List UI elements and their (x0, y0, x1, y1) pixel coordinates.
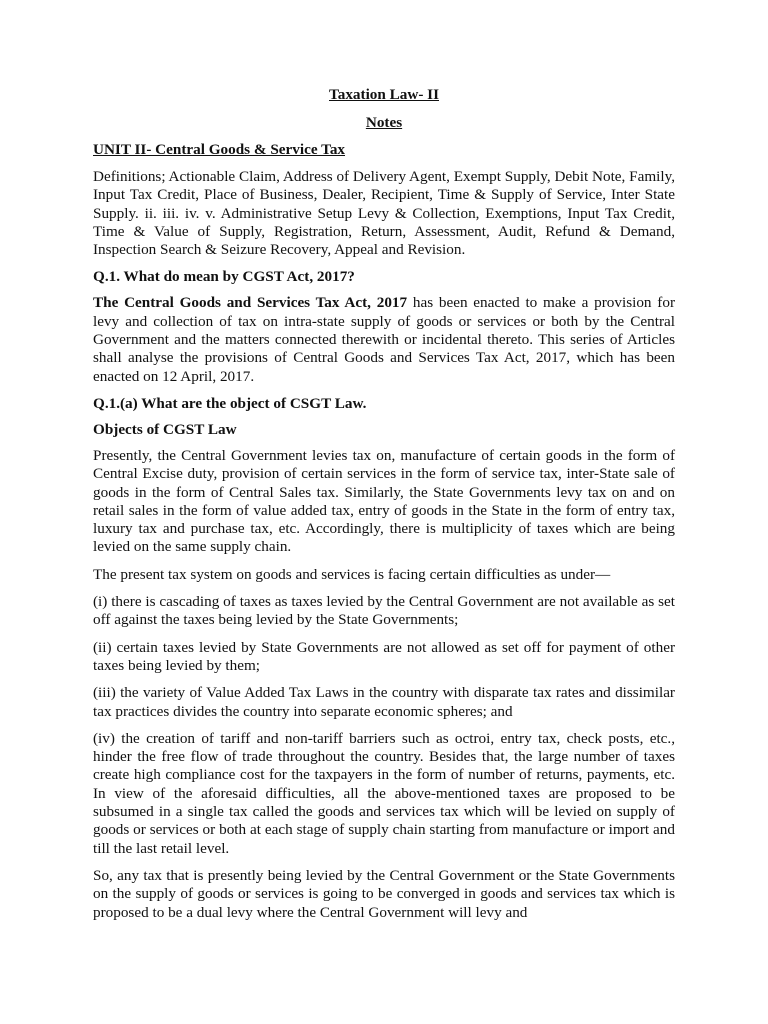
question-1a-heading: Q.1.(a) What are the object of CSGT Law. (93, 394, 367, 412)
paragraph-present-taxes: Presently, the Central Government levies tax on, manufacture of certain goods in the form of Central Excise duty, provision of certain services in the form of service tax, inter-State sale of goods in the form of Central Sales tax. Similarly, the State Governments levy tax on and on retail sales in the form of value added tax, entry of goods in the State in the form of entry tax, luxury tax and purchase tax, etc. Accordingly, there is multiplicity of taxes which are being levied on the same supply chain. (93, 446, 675, 556)
definitions-paragraph: Definitions; Actionable Claim, Address of Delivery Agent, Exempt Supply, Debit Note, Family, Input Tax Credit, Place of Business, Dealer, Recipient, Time & Supply of Service, Inter State Supply. ii. iii. iv. v. Administrative Setup Levy & Collection, Exemptions, Input Tax Credit, Time & Value of Supply, Registration, Return, Assessment, Audit, Refund & Demand, Inspection Search & Seizure Recovery, Appeal and Revision. (93, 168, 675, 259)
objects-heading: Objects of CGST Law (93, 420, 237, 438)
question-1-heading: Q.1. What do mean by CGST Act, 2017? (93, 268, 355, 286)
document-page (93, 86, 675, 931)
answer-body: has been enacted to make a provision for levy and collection of tax on intra-state supply of goods or services or both by the Central Government and the matters connected therewith or incidental thereto. This series of Articles shall analyse the provisions of Central Goods and Services Tax Act, 2017, which has been enacted on 12 April, 2017. (93, 294, 675, 385)
paragraph-difficulties-intro: The present tax system on goods and services is facing certain difficulties as under— (93, 565, 611, 583)
paragraph-point-ii: (ii) certain taxes levied by State Governments are not allowed as set off for payment of other taxes being levied by them; (93, 638, 675, 674)
unit-heading: UNIT II- Central Goods & Service Tax (93, 141, 346, 158)
paragraph-point-iv: (iv) the creation of tariff and non-tariff barriers such as octroi, entry tax, check posts, etc., hinder the free flow of trade throughout the country. Besides that, the large number of taxes create high compliance cost for the taxpayers in the form of number of returns, payments, etc. In view of the aforesaid difficulties, all the above-mentioned taxes are proposed to be subsumed in a single tax called the goods and services tax which will be levied on supply of goods or services or both at each stage of supply chain starting from manufacture or import and till the last retail level. (93, 729, 675, 857)
question-1-answer (93, 294, 675, 385)
document-subtitle: Notes (365, 114, 403, 131)
paragraph-point-i: (i) there is cascading of taxes as taxes levied by the Central Government are not available as set off against the taxes being levied by the State Governments; (93, 593, 675, 629)
paragraph-conclusion: So, any tax that is presently being levied by the Central Government or the State Governments on the supply of goods or services is going to be converged in goods and services tax which is proposed to be a dual levy where the Central Government will levy and (93, 866, 675, 921)
paragraph-point-iii: (iii) the variety of Value Added Tax Laws in the country with disparate tax rates and dissimilar tax practices divides the country into separate economic spheres; and (93, 684, 675, 720)
act-name-lead: The Central Goods and Services Tax Act, 2017 (93, 294, 408, 312)
document-title: Taxation Law- II (329, 86, 439, 103)
